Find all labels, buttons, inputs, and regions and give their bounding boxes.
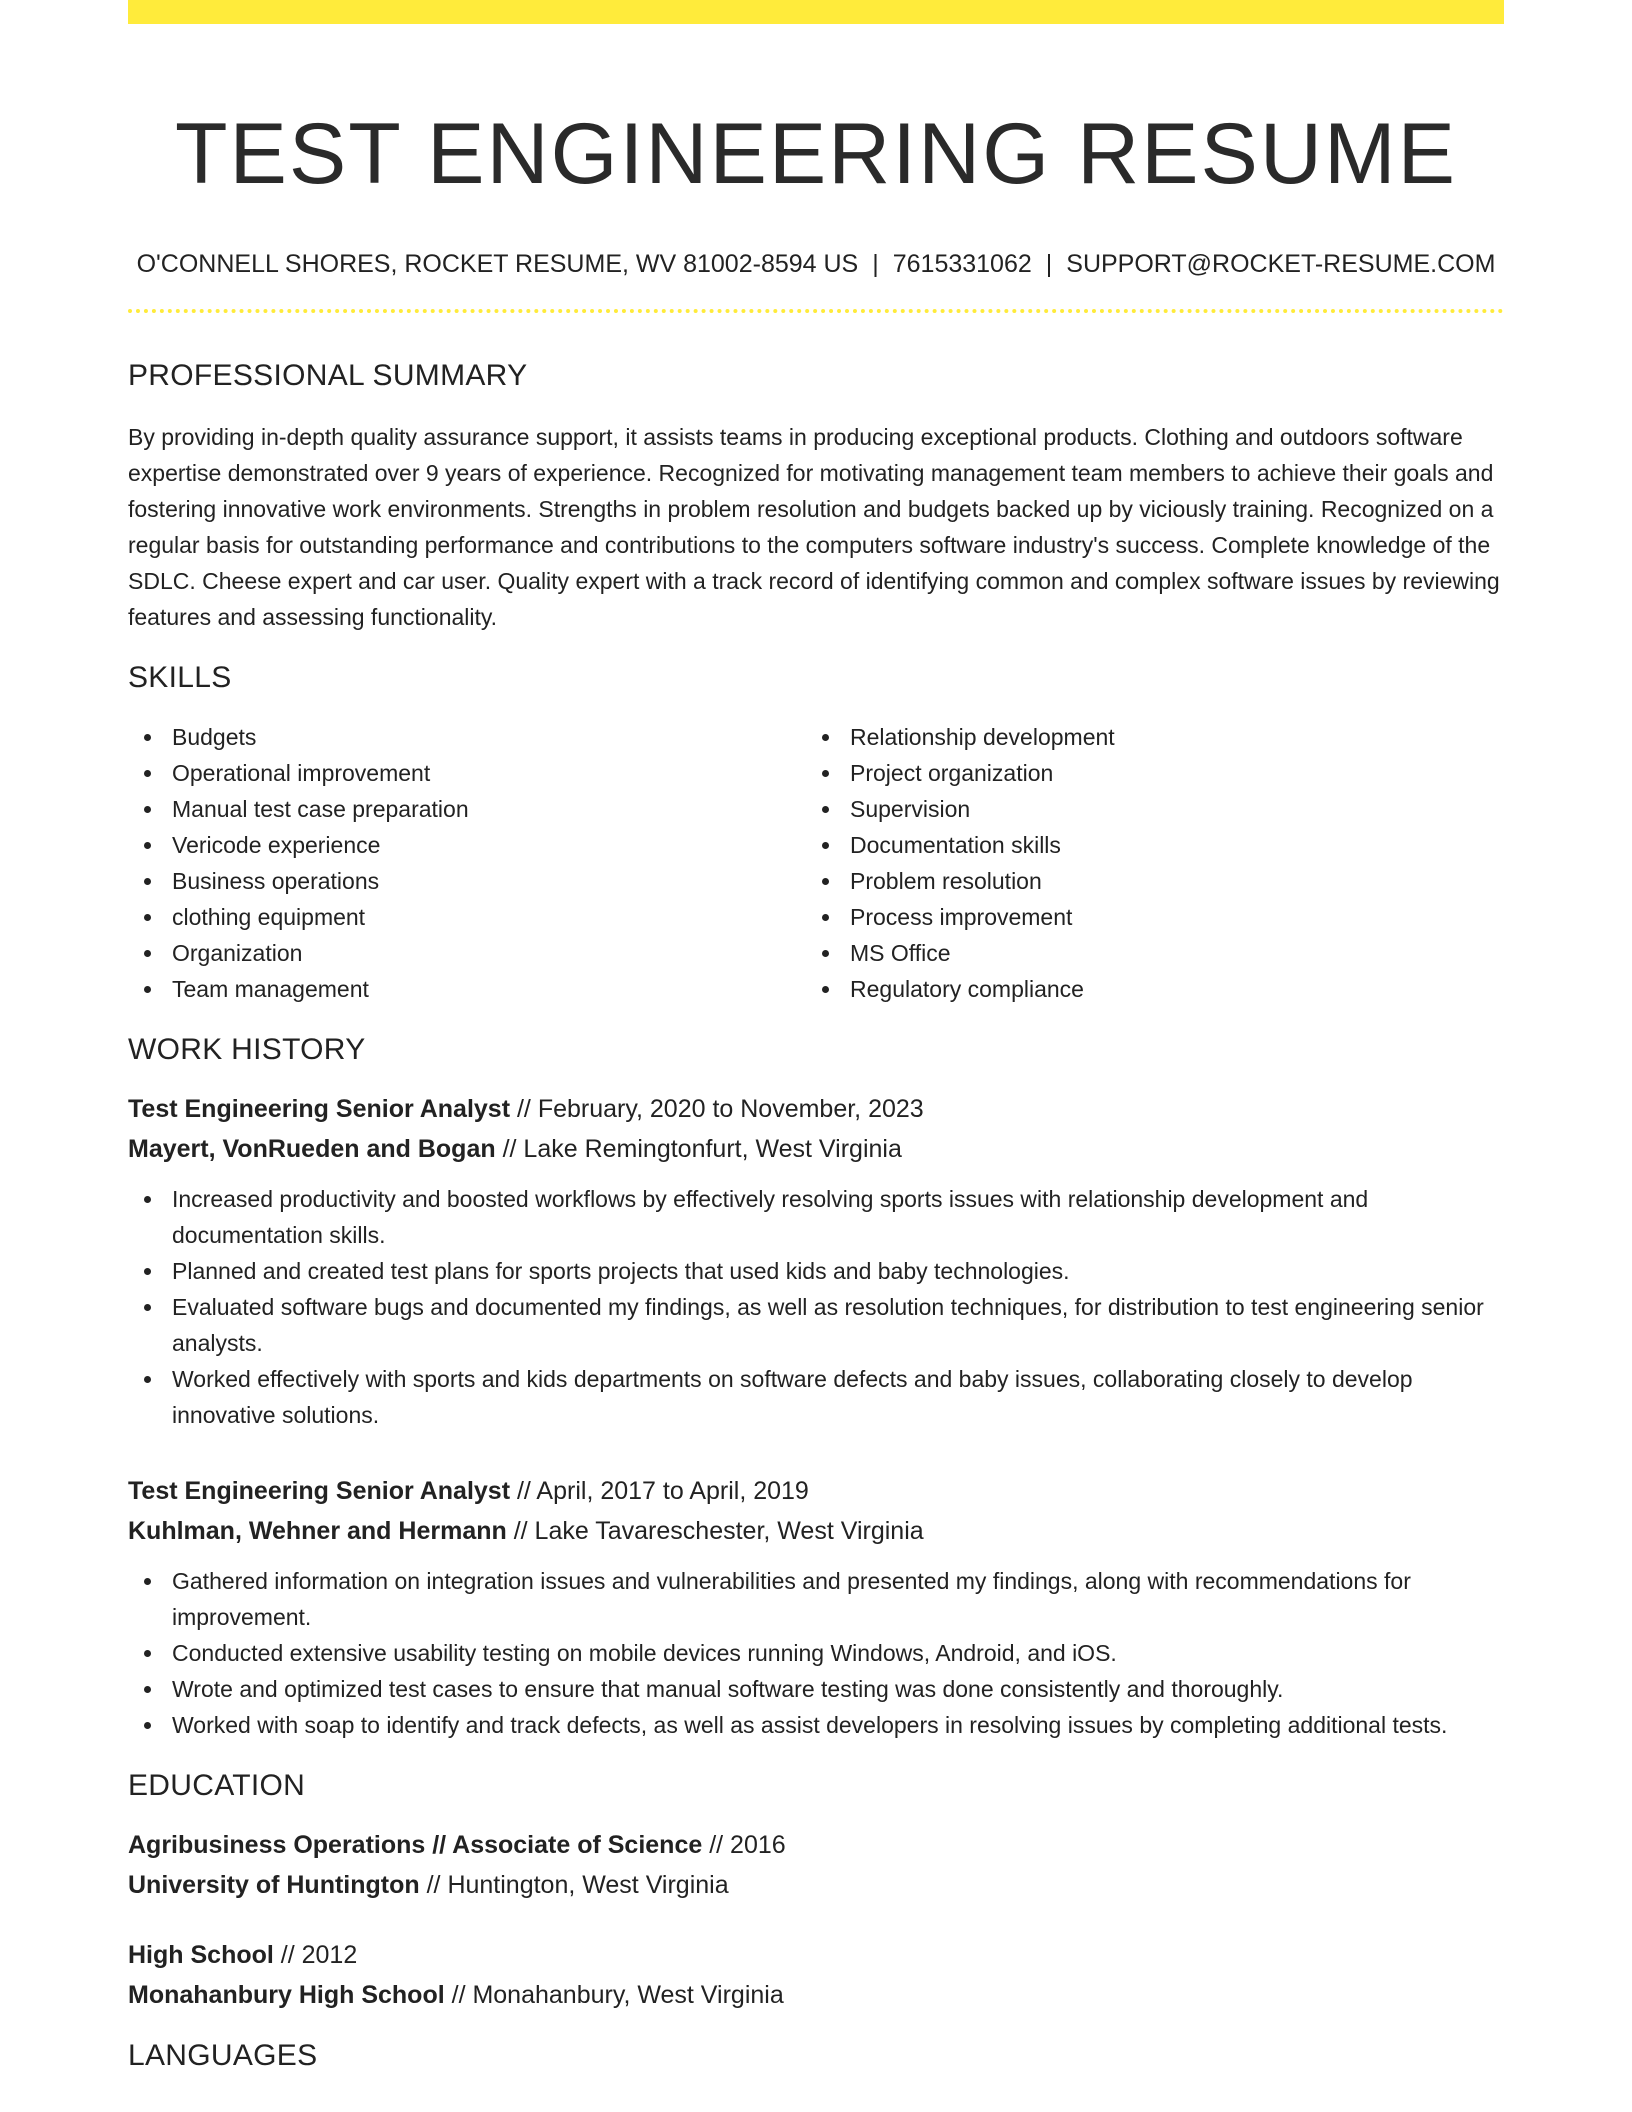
education-location: // Huntington, West Virginia <box>419 1871 729 1899</box>
skill-item: Vericode experience <box>128 827 806 863</box>
education-year: // 2012 <box>273 1941 358 1969</box>
contact-separator: | <box>872 250 879 278</box>
job-dates: // February, 2020 to November, 2023 <box>510 1095 924 1123</box>
skill-item: Relationship development <box>806 719 1484 755</box>
skill-item: MS Office <box>806 935 1484 971</box>
education-degree-line <box>128 1825 1504 1865</box>
skill-item: Process improvement <box>806 899 1484 935</box>
skills-column-left <box>128 719 806 1007</box>
job-bullet: Worked with soap to identify and track defects, as well as assist developers in resolving issues by completing additional tests. <box>128 1707 1504 1743</box>
job-title-line <box>128 1471 1504 1511</box>
job-entry <box>128 1089 1504 1433</box>
skill-item: Regulatory compliance <box>806 971 1484 1007</box>
job-title-line <box>128 1089 1504 1129</box>
education-degree: High School <box>128 1941 274 1969</box>
job-entry <box>128 1471 1504 1743</box>
education-degree: Agribusiness Operations // Associate of Science <box>128 1831 703 1859</box>
education-school-line <box>128 1865 1504 1905</box>
job-bullet: Evaluated software bugs and documented my findings, as well as resolution techniques, for distribution to test engineering senior analysts. <box>128 1289 1504 1361</box>
skill-item: Budgets <box>128 719 806 755</box>
education-school: Monahanbury High School <box>128 1981 445 2009</box>
contact-phone: 7615331062 <box>892 250 1032 278</box>
job-dates: // April, 2017 to April, 2019 <box>510 1477 809 1505</box>
job-title: Test Engineering Senior Analyst <box>128 1095 511 1123</box>
job-title: Test Engineering Senior Analyst <box>128 1477 511 1505</box>
job-company-line <box>128 1511 1504 1551</box>
education-entry <box>128 1825 1504 1905</box>
job-company-line <box>128 1129 1504 1169</box>
skills-column-right <box>806 719 1484 1007</box>
summary-heading: PROFESSIONAL SUMMARY <box>128 359 528 392</box>
skill-item: Business operations <box>128 863 806 899</box>
resume-page <box>128 0 1504 2073</box>
skill-item: Supervision <box>806 791 1484 827</box>
job-bullet: Conducted extensive usability testing on mobile devices running Windows, Android, and iOS. <box>128 1635 1504 1671</box>
resume-title: TEST ENGINEERING RESUME <box>174 106 1458 202</box>
job-bullets <box>128 1563 1504 1743</box>
contact-email: SUPPORT@ROCKET-RESUME.COM <box>1066 250 1496 278</box>
job-bullet: Gathered information on integration issues and vulnerabilities and presented my findings, along with recommendations for improvement. <box>128 1563 1504 1635</box>
education-school: University of Huntington <box>128 1871 420 1899</box>
skill-item: Operational improvement <box>128 755 806 791</box>
skills-heading: SKILLS <box>128 661 232 694</box>
work-history-heading: WORK HISTORY <box>128 1033 366 1066</box>
top-accent-bar <box>128 0 1504 24</box>
skill-item: Project organization <box>806 755 1484 791</box>
summary-text: By providing in-depth quality assurance support, it assists teams in producing exceptional products. Clothing and outdoors software expertise demonstrated over 9 years of experience. Recognized for motivating management team members to achieve their goals and fostering innovative work environments. Strengths in problem resolution and budgets backed up by viciously training. Recognized on a regular basis for outstanding performance and contributions to the computers software industry's success. Complete knowledge of the SDLC. Cheese expert and car user. Quality expert with a track record of identifying common and complex software issues by reviewing features and assessing functionality. <box>128 424 1500 630</box>
languages-heading: LANGUAGES <box>128 2039 318 2072</box>
education-location: // Monahanbury, West Virginia <box>444 1981 784 2009</box>
job-bullet: Increased productivity and boosted workflows by effectively resolving sports issues with relationship development and documentation skills. <box>128 1181 1504 1253</box>
skill-item: Organization <box>128 935 806 971</box>
education-entry <box>128 1935 1504 2015</box>
job-bullet: Wrote and optimized test cases to ensure that manual software testing was done consistently and thoroughly. <box>128 1671 1504 1707</box>
job-bullet: Planned and created test plans for sports projects that used kids and baby technologies. <box>128 1253 1504 1289</box>
job-location: // Lake Remingtonfurt, West Virginia <box>495 1135 902 1163</box>
skill-item: Manual test case preparation <box>128 791 806 827</box>
skill-item: clothing equipment <box>128 899 806 935</box>
dotted-divider <box>128 309 1504 313</box>
job-company: Mayert, VonRueden and Bogan <box>128 1135 496 1163</box>
contact-separator: | <box>1045 250 1053 278</box>
education-year: // 2016 <box>702 1831 786 1859</box>
education-heading: EDUCATION <box>128 1769 306 1802</box>
job-location: // Lake Tavareschester, West Virginia <box>506 1517 924 1545</box>
contact-address: O'CONNELL SHORES, ROCKET RESUME, WV 81002-8594 US <box>136 250 859 278</box>
education-school-line <box>128 1975 1504 2015</box>
education-degree-line <box>128 1935 1504 1975</box>
contact-line <box>128 250 1504 279</box>
job-bullet: Worked effectively with sports and kids departments on software defects and baby issues, collaborating closely to develop innovative solutions. <box>128 1361 1504 1433</box>
skill-item: Problem resolution <box>806 863 1484 899</box>
skills-list <box>128 719 1504 1007</box>
skill-item: Documentation skills <box>806 827 1484 863</box>
job-company: Kuhlman, Wehner and Hermann <box>128 1517 507 1545</box>
skill-item: Team management <box>128 971 806 1007</box>
job-bullets <box>128 1181 1504 1433</box>
